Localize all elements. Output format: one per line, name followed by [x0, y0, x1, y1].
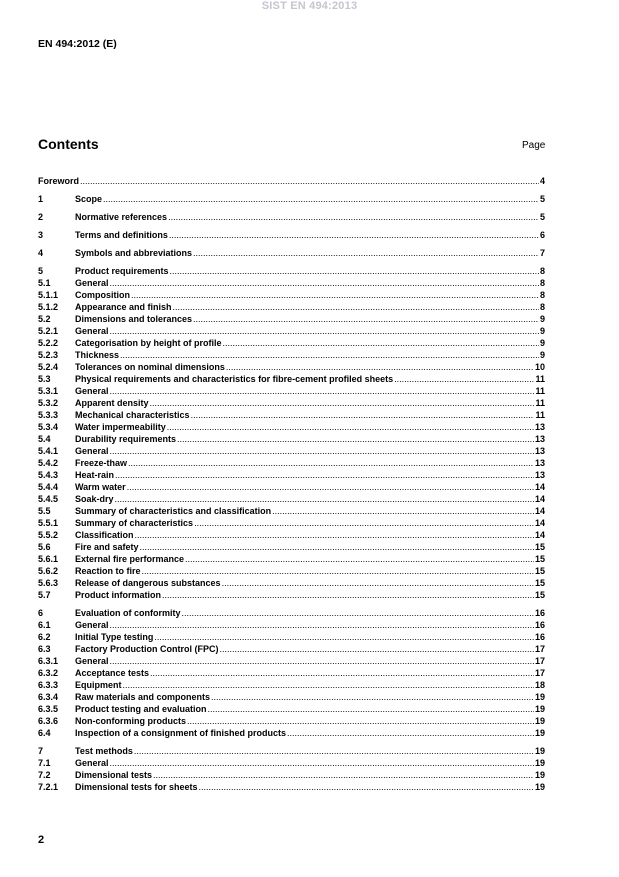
toc-entry[interactable] — [38, 643, 545, 655]
toc-dot-leader — [220, 643, 534, 655]
toc-entry[interactable] — [38, 703, 545, 715]
toc-entry-title: Categorisation by height of profile — [75, 338, 222, 348]
toc-entry-page: 16 — [534, 620, 545, 630]
toc-entry-title: General — [75, 656, 109, 666]
toc-entry-number: 6.3.4 — [38, 692, 59, 702]
toc-entry-number: 5.2.2 — [38, 338, 59, 348]
toc-entry-title: Physical requirements and characteristics for fibre-cement profiled sheets — [75, 374, 394, 384]
toc-entry-number: 6.3.1 — [38, 656, 59, 666]
toc-entry[interactable] — [38, 265, 545, 277]
standard-id: EN 494:2012 (E) — [38, 38, 117, 50]
toc-dot-leader — [182, 607, 534, 619]
toc-dot-leader — [167, 421, 534, 433]
toc-entry-number: 5.3.2 — [38, 398, 59, 408]
toc-entry[interactable] — [38, 577, 545, 589]
toc-entry-page: 5 — [539, 194, 545, 204]
toc-entry-page: 13 — [534, 422, 545, 432]
toc-entry-title: Warm water — [75, 482, 126, 492]
toc-entry-number: 6.3 — [38, 644, 51, 654]
toc-dot-leader — [226, 361, 534, 373]
toc-entry-page: 19 — [534, 704, 545, 714]
toc-dot-leader — [140, 541, 534, 553]
toc-entry[interactable] — [38, 619, 545, 631]
toc-entry-page: 8 — [539, 278, 545, 288]
toc-entry[interactable] — [38, 541, 545, 553]
toc-entry-title: Summary of characteristics — [75, 518, 194, 528]
toc-entry-page: 18 — [534, 680, 545, 690]
toc-entry-title: Initial Type testing — [75, 632, 154, 642]
toc-entry[interactable] — [38, 469, 545, 481]
toc-entry-number: 5.4.1 — [38, 446, 59, 456]
toc-entry-page: 11 — [535, 410, 545, 420]
toc-entry[interactable] — [38, 301, 545, 313]
toc-dot-leader — [115, 469, 534, 481]
toc-entry[interactable] — [38, 193, 545, 205]
toc-dot-leader — [134, 745, 534, 757]
toc-entry[interactable] — [38, 211, 545, 223]
toc-entry-page: 13 — [534, 434, 545, 444]
toc-entry-title: External fire performance — [75, 554, 185, 564]
toc-entry-title: Heat-rain — [75, 470, 115, 480]
toc-entry-number: 5.1.2 — [38, 302, 59, 312]
toc-dot-leader — [168, 211, 539, 223]
toc-entry-page: 19 — [534, 770, 545, 780]
toc-entry[interactable] — [38, 349, 545, 361]
toc-dot-leader — [115, 493, 534, 505]
toc-dot-leader — [185, 553, 534, 565]
toc-dot-leader — [120, 349, 539, 361]
toc-entry-number: 4 — [38, 248, 44, 258]
toc-entry[interactable] — [38, 631, 545, 643]
toc-entry-title: General — [75, 386, 109, 396]
toc-entry-title: Freeze-thaw — [75, 458, 128, 468]
toc-entry-title: Classification — [75, 530, 134, 540]
toc-entry-page: 14 — [534, 530, 545, 540]
toc-entry[interactable] — [38, 277, 545, 289]
toc-entry-title: Dimensional tests — [75, 770, 153, 780]
toc-entry-number: 5.1 — [38, 278, 51, 288]
toc-entry-title: Release of dangerous substances — [75, 578, 221, 588]
toc-entry-page: 9 — [539, 314, 545, 324]
toc-dot-leader — [110, 757, 534, 769]
toc-entry-title: Normative references — [75, 212, 168, 222]
toc-dot-leader — [153, 769, 534, 781]
table-of-contents — [38, 175, 545, 793]
toc-entry[interactable] — [38, 727, 545, 739]
toc-entry[interactable] — [38, 679, 545, 691]
toc-entry-page: 11 — [535, 398, 545, 408]
toc-entry-number: 5.2.3 — [38, 350, 59, 360]
toc-entry-page: 10 — [534, 362, 545, 372]
toc-entry-number: 5.5.2 — [38, 530, 59, 540]
toc-entry[interactable] — [38, 289, 545, 301]
toc-entry-page: 19 — [534, 728, 545, 738]
toc-entry-title: Equipment — [75, 680, 122, 690]
toc-entry-page: 15 — [534, 578, 545, 588]
toc-entry-title: Factory Production Control (FPC) — [75, 644, 219, 654]
toc-entry-number: 5.6.2 — [38, 566, 59, 576]
toc-entry[interactable] — [38, 565, 545, 577]
toc-entry-number: 6 — [38, 608, 44, 618]
toc-entry[interactable] — [38, 505, 545, 517]
toc-entry-number: 5.3.3 — [38, 410, 59, 420]
toc-entry-page: 11 — [535, 374, 545, 384]
toc-entry[interactable] — [38, 769, 545, 781]
toc-entry-title: Soak-dry — [75, 494, 114, 504]
toc-entry-page: 7 — [539, 248, 545, 258]
toc-dot-leader — [110, 325, 539, 337]
toc-entry-title: Foreword — [38, 176, 80, 186]
toc-entry[interactable] — [38, 529, 545, 541]
toc-entry-page: 17 — [534, 668, 545, 678]
toc-entry-number: 5.4.5 — [38, 494, 59, 504]
toc-entry-title: Acceptance tests — [75, 668, 150, 678]
toc-entry-page: 19 — [534, 758, 545, 768]
toc-dot-leader — [110, 385, 535, 397]
toc-entry-number: 1 — [38, 194, 44, 204]
toc-dot-leader — [150, 397, 535, 409]
toc-entry-title: Raw materials and components — [75, 692, 211, 702]
toc-entry-number: 3 — [38, 230, 44, 240]
toc-dot-leader — [80, 175, 539, 187]
toc-entry[interactable] — [38, 553, 545, 565]
toc-entry-title: Dimensional tests for sheets — [75, 782, 198, 792]
toc-entry-number: 6.3.5 — [38, 704, 59, 714]
toc-entry[interactable] — [38, 607, 545, 619]
toc-entry-page: 6 — [539, 230, 545, 240]
toc-dot-leader — [150, 667, 534, 679]
toc-dot-leader — [110, 445, 534, 457]
toc-entry-number: 5.1.1 — [38, 290, 59, 300]
contents-title: Contents — [38, 136, 99, 152]
toc-dot-leader — [135, 529, 534, 541]
toc-dot-leader — [191, 409, 535, 421]
toc-entry-number: 5.6.3 — [38, 578, 59, 588]
toc-entry-number: 5.4 — [38, 434, 51, 444]
toc-entry[interactable] — [38, 373, 545, 385]
toc-dot-leader — [128, 457, 534, 469]
toc-entry-title: Product requirements — [75, 266, 169, 276]
toc-entry-title: Thickness — [75, 350, 120, 360]
toc-dot-leader — [193, 247, 539, 259]
toc-dot-leader — [170, 265, 539, 277]
toc-entry-title: Durability requirements — [75, 434, 177, 444]
toc-entry-page: 17 — [534, 644, 545, 654]
toc-entry-title: Product testing and evaluation — [75, 704, 207, 714]
toc-entry[interactable] — [38, 745, 545, 757]
toc-entry-page: 9 — [539, 350, 545, 360]
toc-entry[interactable] — [38, 229, 545, 241]
toc-entry-page: 14 — [534, 518, 545, 528]
toc-entry-number: 6.2 — [38, 632, 51, 642]
toc-entry[interactable] — [38, 691, 545, 703]
toc-entry-number: 5.7 — [38, 590, 51, 600]
toc-dot-leader — [131, 289, 539, 301]
toc-entry[interactable] — [38, 517, 545, 529]
toc-entry-page: 9 — [539, 338, 545, 348]
toc-entry-number: 5.2.4 — [38, 362, 59, 372]
toc-dot-leader — [162, 589, 534, 601]
toc-entry-number: 6.4 — [38, 728, 51, 738]
toc-entry-page: 15 — [534, 554, 545, 564]
toc-entry-title: General — [75, 278, 109, 288]
toc-dot-leader — [223, 337, 539, 349]
toc-dot-leader — [208, 703, 534, 715]
page-column-label: Page — [522, 140, 546, 151]
page-number: 2 — [38, 834, 45, 846]
toc-entry-title: General — [75, 758, 109, 768]
toc-dot-leader — [110, 655, 534, 667]
toc-dot-leader — [110, 277, 539, 289]
toc-entry[interactable] — [38, 655, 545, 667]
toc-entry-page: 14 — [534, 482, 545, 492]
watermark: SIST EN 494:2013 — [261, 0, 358, 12]
toc-dot-leader — [110, 619, 534, 631]
toc-dot-leader — [193, 313, 539, 325]
toc-dot-leader — [287, 727, 534, 739]
toc-entry-number: 7.2.1 — [38, 782, 59, 792]
toc-entry[interactable] — [38, 325, 545, 337]
toc-entry[interactable] — [38, 667, 545, 679]
toc-entry-number: 6.3.2 — [38, 668, 59, 678]
toc-dot-leader — [194, 517, 534, 529]
toc-entry[interactable] — [38, 247, 545, 259]
toc-entry-title: Apparent density — [75, 398, 149, 408]
toc-entry[interactable] — [38, 361, 545, 373]
toc-dot-leader — [199, 781, 534, 793]
toc-entry-number: 5.4.3 — [38, 470, 59, 480]
toc-entry-title: Symbols and abbreviations — [75, 248, 193, 258]
toc-dot-leader — [177, 433, 534, 445]
toc-entry-page: 17 — [534, 656, 545, 666]
toc-entry-page: 5 — [539, 212, 545, 222]
toc-entry-page: 4 — [539, 176, 545, 186]
toc-entry-title: Water impermeability — [75, 422, 166, 432]
toc-entry-title: Composition — [75, 290, 130, 300]
toc-entry-title: Test methods — [75, 746, 133, 756]
toc-entry-number: 5.5.1 — [38, 518, 59, 528]
toc-entry-title: Appearance and finish — [75, 302, 172, 312]
toc-entry-number: 5.6.1 — [38, 554, 59, 564]
toc-entry-number: 5.3.1 — [38, 386, 59, 396]
toc-entry-page: 8 — [539, 266, 545, 276]
toc-entry-page: 13 — [534, 446, 545, 456]
toc-entry-title: Reaction to fire — [75, 566, 141, 576]
toc-entry-page: 16 — [534, 632, 545, 642]
toc-entry-page: 13 — [534, 458, 545, 468]
toc-entry[interactable] — [38, 589, 545, 601]
toc-entry-number: 5.3 — [38, 374, 51, 384]
toc-entry[interactable] — [38, 337, 545, 349]
toc-entry-page: 9 — [539, 326, 545, 336]
toc-entry-number: 2 — [38, 212, 44, 222]
toc-entry-title: Evaluation of conformity — [75, 608, 181, 618]
toc-entry-number: 5 — [38, 266, 44, 276]
toc-entry-page: 15 — [534, 542, 545, 552]
toc-entry-page: 19 — [534, 716, 545, 726]
toc-entry-title: Mechanical characteristics — [75, 410, 190, 420]
toc-entry-page: 13 — [534, 470, 545, 480]
toc-dot-leader — [103, 193, 539, 205]
toc-entry-number: 5.4.4 — [38, 482, 59, 492]
toc-entry-number: 7 — [38, 746, 44, 756]
toc-entry[interactable] — [38, 175, 545, 187]
toc-dot-leader — [394, 373, 534, 385]
toc-entry[interactable] — [38, 715, 545, 727]
toc-entry-title: Inspection of a consignment of finished products — [75, 728, 287, 738]
toc-entry[interactable] — [38, 445, 545, 457]
toc-entry-title: General — [75, 446, 109, 456]
toc-entry[interactable] — [38, 481, 545, 493]
toc-entry-page: 8 — [539, 290, 545, 300]
toc-entry-page: 15 — [534, 566, 545, 576]
toc-entry-number: 5.4.2 — [38, 458, 59, 468]
toc-entry[interactable] — [38, 409, 545, 421]
toc-entry[interactable] — [38, 757, 545, 769]
toc-entry-title: Non-conforming products — [75, 716, 186, 726]
toc-entry-number: 7.2 — [38, 770, 51, 780]
toc-entry[interactable] — [38, 433, 545, 445]
toc-entry[interactable] — [38, 421, 545, 433]
toc-dot-leader — [222, 577, 534, 589]
toc-dot-leader — [272, 505, 534, 517]
toc-dot-leader — [169, 229, 539, 241]
toc-entry[interactable] — [38, 397, 545, 409]
toc-entry[interactable] — [38, 781, 545, 793]
toc-entry-page: 19 — [534, 692, 545, 702]
toc-entry-number: 5.3.4 — [38, 422, 59, 432]
toc-entry-page: 19 — [534, 782, 545, 792]
toc-entry-title: Tolerances on nominal dimensions — [75, 362, 225, 372]
toc-entry-number: 5.2.1 — [38, 326, 59, 336]
toc-entry-number: 6.3.6 — [38, 716, 59, 726]
toc-entry-page: 19 — [534, 746, 545, 756]
toc-dot-leader — [211, 691, 534, 703]
toc-entry[interactable] — [38, 493, 545, 505]
toc-dot-leader — [173, 301, 539, 313]
toc-dot-leader — [123, 679, 534, 691]
toc-entry-number: 7.1 — [38, 758, 51, 768]
toc-dot-leader — [142, 565, 534, 577]
toc-entry-page: 16 — [534, 608, 545, 618]
toc-entry-title: General — [75, 620, 109, 630]
toc-entry-number: 6.3.3 — [38, 680, 59, 690]
toc-entry-title: Fire and safety — [75, 542, 139, 552]
toc-entry-page: 14 — [534, 494, 545, 504]
toc-entry-title: Summary of characteristics and classification — [75, 506, 272, 516]
toc-entry-title: Product information — [75, 590, 161, 600]
toc-entry-number: 6.1 — [38, 620, 51, 630]
toc-entry-number: 5.6 — [38, 542, 51, 552]
toc-entry-title: General — [75, 326, 109, 336]
toc-entry-title: Scope — [75, 194, 103, 204]
toc-entry[interactable] — [38, 313, 545, 325]
toc-dot-leader — [127, 481, 534, 493]
toc-entry[interactable] — [38, 385, 545, 397]
toc-entry-page: 8 — [539, 302, 545, 312]
toc-entry-title: Dimensions and tolerances — [75, 314, 193, 324]
toc-entry[interactable] — [38, 457, 545, 469]
toc-entry-page: 15 — [534, 590, 545, 600]
toc-dot-leader — [187, 715, 534, 727]
toc-entry-number: 5.5 — [38, 506, 51, 516]
toc-entry-page: 14 — [534, 506, 545, 516]
toc-entry-title: Terms and definitions — [75, 230, 168, 240]
toc-dot-leader — [154, 631, 534, 643]
toc-entry-number: 5.2 — [38, 314, 51, 324]
toc-entry-page: 11 — [535, 386, 545, 396]
